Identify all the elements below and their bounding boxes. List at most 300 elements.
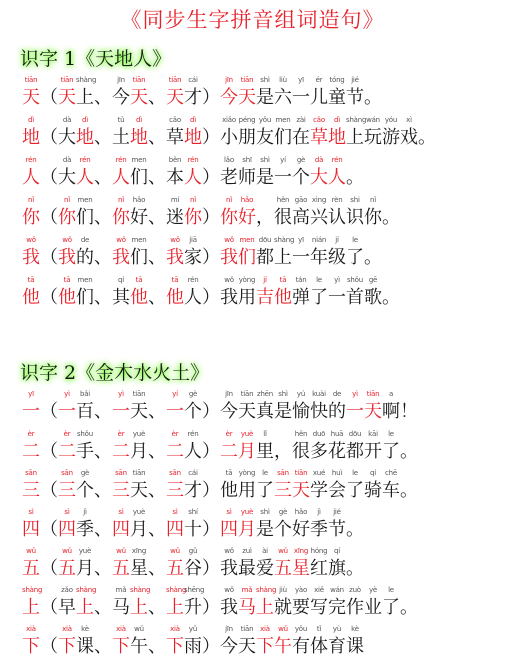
hanzi-unit: [58, 430, 76, 462]
punctuation: [40, 128, 58, 148]
character: 是: [256, 519, 274, 540]
character: 里: [256, 441, 274, 462]
character: ）: [202, 87, 220, 108]
character: 、: [94, 480, 112, 501]
character: 天: [58, 87, 76, 108]
hanzi-unit: [22, 469, 40, 501]
character: 三: [274, 480, 292, 501]
pinyin: nǐ: [64, 196, 70, 204]
character: （: [40, 597, 58, 618]
pinyin: men: [77, 196, 93, 204]
hanzi-unit: [220, 430, 238, 462]
character: （: [40, 480, 58, 501]
pinyin: qí: [370, 469, 376, 477]
pinyin: gè: [80, 469, 90, 477]
punctuation: [148, 248, 166, 268]
character: 、: [148, 87, 166, 108]
hanzi-unit: [238, 156, 256, 188]
pinyin: yì: [118, 390, 124, 398]
pinyin: èr: [117, 430, 125, 438]
hanzi-unit: [130, 236, 148, 268]
character: 五: [112, 558, 130, 579]
character: ）: [202, 441, 220, 462]
character: 师: [238, 167, 256, 188]
punctuation: [148, 128, 166, 148]
hanzi-unit: [274, 547, 292, 579]
pinyin: le: [352, 236, 358, 244]
character: 、: [94, 87, 112, 108]
hanzi-unit: [112, 625, 130, 657]
pinyin: hóng: [310, 547, 328, 555]
character: ）: [202, 247, 220, 268]
character: 。: [346, 558, 364, 579]
hanzi-unit: [292, 116, 310, 148]
pinyin: jié: [351, 76, 359, 84]
pinyin: dì: [190, 116, 196, 124]
pinyin: xué: [312, 469, 326, 477]
punctuation: [94, 520, 112, 540]
hanzi-unit: [346, 116, 367, 148]
punctuation: [202, 88, 220, 108]
hanzi-unit: [76, 469, 94, 501]
hanzi-unit: [184, 156, 202, 188]
character: 今: [220, 401, 238, 422]
character: 五: [58, 558, 76, 579]
hanzi-unit: [292, 276, 310, 308]
pinyin: wán: [330, 586, 344, 594]
character: 四: [58, 519, 76, 540]
hanzi-unit: [58, 508, 76, 540]
hanzi-unit: [310, 625, 328, 657]
pinyin: jiù: [279, 586, 287, 594]
character: 你: [22, 207, 40, 228]
character: 上: [76, 87, 94, 108]
pinyin: tā: [279, 276, 287, 284]
character: 、: [94, 401, 112, 422]
character: 人: [184, 441, 202, 462]
character: ）: [202, 287, 220, 308]
pinyin: rén: [115, 156, 127, 164]
pinyin: tā: [171, 276, 179, 284]
character: 五: [166, 558, 184, 579]
pinyin: sì: [118, 508, 124, 516]
hanzi-unit: [256, 586, 277, 618]
vocab-row: [22, 625, 364, 657]
character: 、: [94, 636, 112, 657]
character: 星: [130, 558, 148, 579]
character: 手: [76, 441, 94, 462]
character: 课: [346, 636, 364, 657]
character: 下: [112, 636, 130, 657]
hanzi-unit: [220, 116, 238, 148]
pinyin: zài: [296, 116, 306, 124]
pinyin: rén: [187, 156, 199, 164]
character: 、: [148, 441, 166, 462]
pinyin: tiān: [294, 469, 308, 477]
pinyin: zhēn: [256, 390, 274, 398]
punctuation: [40, 402, 58, 422]
punctuation: [346, 520, 364, 540]
character: 旗: [328, 558, 346, 579]
punctuation: [400, 402, 418, 422]
pinyin: mí: [170, 196, 180, 204]
section-heading: 识字 1《天地人》: [20, 48, 172, 70]
hanzi-unit: [346, 430, 364, 462]
character: 上: [256, 597, 274, 618]
character: 了: [256, 480, 274, 501]
pinyin: yuè: [78, 547, 92, 555]
character: 他: [22, 287, 40, 308]
character: 你: [112, 207, 130, 228]
pinyin: yì: [352, 390, 358, 398]
character: 、: [148, 401, 166, 422]
punctuation: [148, 402, 166, 422]
punctuation: [148, 168, 166, 188]
pinyin: xìng: [311, 196, 327, 204]
character: 、: [94, 558, 112, 579]
hanzi-unit: [238, 430, 256, 462]
pinyin: yǒu: [258, 116, 272, 124]
punctuation: [418, 128, 436, 148]
hanzi-unit: [256, 76, 274, 108]
hanzi-unit: [220, 156, 238, 188]
punctuation: [202, 288, 220, 308]
hanzi-unit: [328, 116, 346, 148]
hanzi-unit: [364, 390, 382, 422]
character: 一: [346, 401, 364, 422]
character: 马: [112, 597, 130, 618]
hanzi-unit: [184, 586, 205, 618]
character: 一: [58, 401, 76, 422]
punctuation: [202, 208, 220, 228]
character: 们: [238, 247, 256, 268]
hanzi-unit: [274, 625, 292, 657]
punctuation: [274, 442, 292, 462]
character: 好: [130, 207, 148, 228]
pinyin: le: [388, 430, 394, 438]
character: 我: [220, 558, 238, 579]
punctuation: [148, 559, 166, 579]
character: 首: [346, 287, 364, 308]
character: 我: [220, 597, 238, 618]
pinyin: dōu: [258, 236, 272, 244]
character: 月: [130, 441, 148, 462]
pinyin: xiě: [314, 586, 324, 594]
character: 都: [256, 247, 274, 268]
pinyin: hěn: [294, 430, 308, 438]
punctuation: [346, 168, 364, 188]
hanzi-unit: [130, 196, 148, 228]
hanzi-unit: [310, 508, 328, 540]
character: ）: [202, 519, 220, 540]
hanzi-unit: [58, 586, 76, 618]
pinyin: xīng: [131, 547, 147, 555]
character: 月: [238, 519, 256, 540]
pinyin: rén: [187, 430, 199, 438]
character: 吉: [256, 287, 274, 308]
character: 五: [22, 558, 40, 579]
hanzi-unit: [292, 508, 310, 540]
pinyin: wǔ: [116, 547, 126, 555]
pinyin: men: [239, 236, 255, 244]
character: 我: [22, 247, 40, 268]
hanzi-unit: [112, 508, 130, 540]
character: 一: [112, 401, 130, 422]
pinyin: yǔ: [188, 625, 198, 633]
character: 升: [184, 597, 202, 618]
character: 很: [274, 207, 292, 228]
pinyin: yì: [64, 390, 70, 398]
hanzi-unit: [166, 586, 187, 618]
character: 节: [328, 519, 346, 540]
hanzi-unit: [274, 508, 292, 540]
pinyin: bǎi: [79, 390, 91, 398]
character: 四: [22, 519, 40, 540]
punctuation: [382, 208, 400, 228]
pinyin: gē: [368, 276, 378, 284]
character: 下: [22, 636, 40, 657]
character: 雨: [184, 636, 202, 657]
pinyin: yì: [334, 276, 340, 284]
pinyin: le: [262, 469, 268, 477]
pinyin: dì: [82, 116, 88, 124]
punctuation: [94, 128, 112, 148]
character: 一: [22, 401, 40, 422]
pinyin: lǎo: [224, 156, 234, 164]
pinyin: shēng: [184, 586, 205, 594]
pinyin: qí: [118, 276, 124, 284]
character: 。: [364, 247, 382, 268]
hanzi-unit: [346, 625, 364, 657]
character: 愉: [292, 401, 310, 422]
hanzi-unit: [112, 156, 130, 188]
pinyin: shàng: [22, 586, 43, 594]
hanzi-unit: [310, 430, 328, 462]
character: ）: [202, 480, 220, 501]
pinyin: wǔ: [134, 625, 144, 633]
hanzi-unit: [166, 196, 184, 228]
hanzi-unit: [238, 547, 256, 579]
character: 马: [238, 597, 256, 618]
character: 一: [274, 167, 292, 188]
pinyin: shì: [278, 390, 288, 398]
pinyin: le: [316, 276, 322, 284]
character: ）: [202, 597, 220, 618]
character: 我: [166, 247, 184, 268]
pinyin: tiān: [132, 76, 146, 84]
pinyin: a: [388, 390, 394, 398]
character: 、: [148, 558, 166, 579]
character: 是: [274, 401, 292, 422]
pinyin: yuè: [240, 508, 254, 516]
pinyin: yī: [28, 390, 34, 398]
pinyin: tiān: [60, 76, 74, 84]
character: 今: [220, 87, 238, 108]
punctuation: [40, 559, 58, 579]
character: 是: [256, 87, 274, 108]
pinyin: shi: [350, 196, 360, 204]
character: 、: [94, 167, 112, 188]
hanzi-unit: [220, 390, 238, 422]
pinyin: jié: [333, 508, 341, 516]
hanzi-unit: [58, 156, 76, 188]
character: 弹: [292, 287, 310, 308]
hanzi-unit: [256, 625, 274, 657]
pinyin: sì: [172, 508, 178, 516]
hanzi-unit: [166, 547, 184, 579]
pinyin: men: [131, 236, 147, 244]
pinyin: wǔ: [278, 625, 288, 633]
character: 学: [310, 480, 328, 501]
punctuation: [148, 288, 166, 308]
pinyin: le: [388, 586, 394, 594]
punctuation: [40, 88, 58, 108]
hanzi-unit: [184, 547, 202, 579]
character: 好: [238, 207, 256, 228]
punctuation: [202, 128, 220, 148]
hanzi-unit: [346, 469, 364, 501]
character: 玩: [364, 127, 382, 148]
hanzi-unit: [22, 625, 40, 657]
pinyin: jì: [317, 508, 321, 516]
pinyin: wǒ: [224, 547, 234, 555]
pinyin: wǒ: [224, 236, 234, 244]
pinyin: tiān: [132, 469, 146, 477]
character: 人: [184, 287, 202, 308]
pinyin: kuài: [312, 390, 326, 398]
character: 天: [130, 87, 148, 108]
pinyin: wǔ: [278, 547, 288, 555]
punctuation: [40, 520, 58, 540]
pinyin: zuì: [242, 547, 252, 555]
punctuation: [202, 168, 220, 188]
character: 我: [58, 247, 76, 268]
hanzi-unit: [292, 469, 310, 501]
pinyin: yào: [294, 586, 308, 594]
character: 人: [76, 167, 94, 188]
vocab-row: [22, 156, 364, 188]
pinyin: shàng: [166, 586, 187, 594]
pinyin: gè: [296, 156, 306, 164]
hanzi-unit: [310, 76, 328, 108]
hanzi-unit: [382, 116, 400, 148]
character: 六: [274, 87, 292, 108]
pinyin: xià: [26, 625, 36, 633]
character: （: [40, 287, 58, 308]
hanzi-unit: [166, 276, 184, 308]
character: 二: [112, 441, 130, 462]
pinyin: xià: [170, 625, 180, 633]
character: 了: [382, 441, 400, 462]
hanzi-unit: [112, 276, 130, 308]
character: （: [40, 87, 58, 108]
hanzi-unit: [328, 625, 346, 657]
character: 二: [166, 441, 184, 462]
hanzi-unit: [238, 469, 256, 501]
character: 天: [292, 480, 310, 501]
hanzi-unit: [184, 276, 202, 308]
character: 个: [274, 519, 292, 540]
hanzi-unit: [184, 116, 202, 148]
hanzi-unit: [310, 196, 328, 228]
hanzi-unit: [346, 196, 364, 228]
hanzi-unit: [256, 116, 274, 148]
pinyin: tiān: [240, 76, 254, 84]
hanzi-unit: [112, 430, 130, 462]
pinyin: cái: [188, 469, 198, 477]
character: ）: [202, 636, 220, 657]
hanzi-unit: [310, 390, 328, 422]
character: 季: [310, 519, 328, 540]
character: 星: [292, 558, 310, 579]
hanzi-unit: [364, 116, 382, 148]
character: 上: [166, 597, 184, 618]
punctuation: [40, 598, 58, 618]
punctuation: [148, 520, 166, 540]
hanzi-unit: [112, 116, 130, 148]
hanzi-unit: [346, 586, 364, 618]
character: 、: [94, 441, 112, 462]
hanzi-unit: [328, 508, 346, 540]
vocab-row: [22, 586, 418, 618]
pinyin: ér: [315, 76, 323, 84]
hanzi-unit: [184, 625, 202, 657]
pinyin: gè: [188, 390, 198, 398]
pinyin: tiān: [132, 390, 146, 398]
hanzi-unit: [346, 76, 364, 108]
character: 本: [166, 167, 184, 188]
character: 他: [274, 287, 292, 308]
character: 了: [346, 480, 364, 501]
character: 人: [184, 167, 202, 188]
hanzi-unit: [22, 390, 40, 422]
character: 用: [238, 287, 256, 308]
character: 我: [220, 287, 238, 308]
hanzi-unit: [274, 276, 292, 308]
character: 百: [76, 401, 94, 422]
pinyin: yuè: [132, 430, 146, 438]
hanzi-unit: [346, 276, 364, 308]
hanzi-unit: [382, 430, 400, 462]
character: 友: [256, 127, 274, 148]
character: 一: [292, 247, 310, 268]
hanzi-unit: [328, 76, 346, 108]
pinyin: chē: [385, 469, 397, 477]
hanzi-unit: [76, 276, 94, 308]
hanzi-unit: [346, 390, 364, 422]
pinyin: qí: [334, 547, 340, 555]
pinyin: hǎo: [294, 508, 308, 516]
pinyin: wǔ: [26, 547, 36, 555]
hanzi-unit: [292, 196, 310, 228]
character: 课: [76, 636, 94, 657]
pinyin: dà: [62, 116, 72, 124]
character: 、: [148, 519, 166, 540]
character: 二: [220, 441, 238, 462]
hanzi-unit: [58, 390, 76, 422]
pinyin: tǐ: [316, 625, 322, 633]
hanzi-unit: [130, 586, 151, 618]
hanzi-unit: [220, 469, 238, 501]
hanzi-unit: [130, 547, 148, 579]
character: 。: [382, 207, 400, 228]
pinyin: sān: [61, 469, 73, 477]
pinyin: jì: [83, 508, 87, 516]
hanzi-unit: [256, 276, 274, 308]
character: 一: [292, 87, 310, 108]
character: 小: [220, 127, 238, 148]
hanzi-unit: [292, 586, 310, 618]
